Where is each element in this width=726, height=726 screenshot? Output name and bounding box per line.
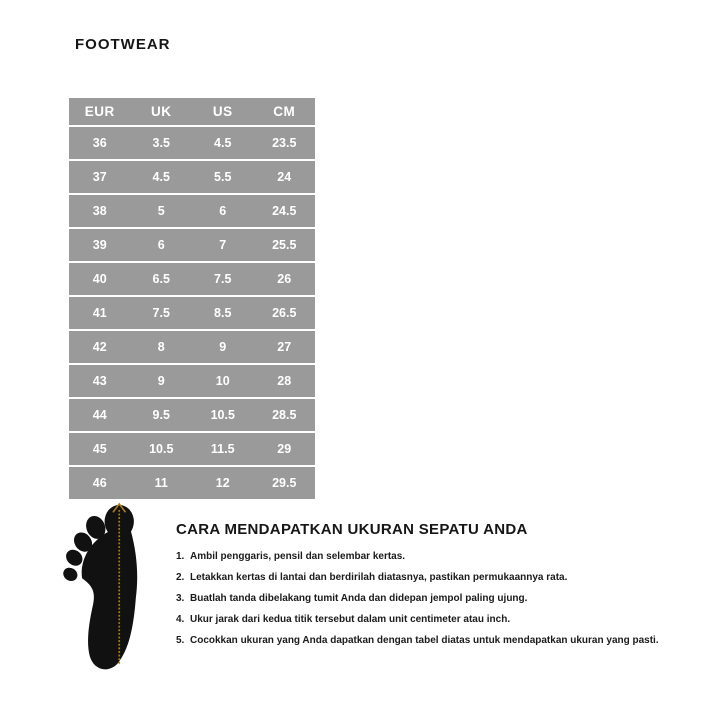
table-row xyxy=(69,229,315,261)
size-table xyxy=(69,98,315,501)
step-number: 1. xyxy=(176,551,185,562)
page-title: FOOTWEAR xyxy=(75,36,171,53)
table-cell: 28 xyxy=(277,374,292,388)
instruction-list xyxy=(176,552,716,646)
table-cell: 26 xyxy=(277,272,292,286)
column-header: US xyxy=(212,104,233,119)
table-cell: 6 xyxy=(157,238,165,252)
table-cell: 3.5 xyxy=(152,136,170,150)
step-number: 5. xyxy=(176,635,185,646)
table-cell: 6.5 xyxy=(152,272,170,286)
table-cell: 8 xyxy=(157,340,165,354)
table-cell: 10.5 xyxy=(149,442,174,456)
table-cell: 29.5 xyxy=(272,476,297,490)
table-cell: 10 xyxy=(215,374,230,388)
table-row xyxy=(69,161,315,193)
table-cell: 28.5 xyxy=(272,408,297,422)
step-number: 2. xyxy=(176,572,185,583)
column-header: UK xyxy=(151,104,172,119)
table-cell: 42 xyxy=(92,340,107,354)
table-cell: 5.5 xyxy=(214,170,232,184)
table-row xyxy=(69,331,315,363)
table-cell: 11.5 xyxy=(210,442,235,456)
column-header: CM xyxy=(273,104,296,119)
instruction-step xyxy=(176,552,716,562)
table-cell: 7.5 xyxy=(152,306,170,320)
table-cell: 7.5 xyxy=(214,272,232,286)
instruction-step xyxy=(176,594,716,604)
table-row xyxy=(69,297,315,329)
foot-silhouette-shape xyxy=(61,505,137,669)
table-cell: 11 xyxy=(154,476,168,490)
step-text: Buatlah tanda dibelakang tumit Anda dan didepan jempol paling ujung. xyxy=(190,593,528,604)
table-cell: 37 xyxy=(92,170,107,184)
step-text: Letakkan kertas di lantai dan berdirilah diatasnya, pastikan permukaannya rata. xyxy=(190,572,568,583)
table-row xyxy=(69,195,315,227)
table-cell: 24.5 xyxy=(272,204,297,218)
table-cell: 39 xyxy=(92,238,107,252)
table-cell: 43 xyxy=(92,374,107,388)
table-cell: 44 xyxy=(92,408,107,422)
table-cell: 12 xyxy=(215,476,230,490)
table-cell: 6 xyxy=(219,204,227,218)
table-row xyxy=(69,399,315,431)
step-number: 3. xyxy=(176,593,185,604)
table-row xyxy=(69,365,315,397)
table-row xyxy=(69,433,315,465)
table-cell: 40 xyxy=(92,272,107,286)
table-cell: 7 xyxy=(219,238,227,252)
step-number: 4. xyxy=(176,614,185,625)
table-cell: 36 xyxy=(92,136,107,150)
table-cell: 27 xyxy=(277,340,292,354)
instruction-step xyxy=(176,573,716,583)
foot-silhouette-icon xyxy=(58,502,156,678)
table-cell: 38 xyxy=(92,204,107,218)
instructions-section xyxy=(176,521,716,657)
table-cell: 26.5 xyxy=(272,306,297,320)
table-cell: 45 xyxy=(92,442,107,456)
table-cell: 9 xyxy=(219,340,227,354)
table-cell: 4.5 xyxy=(152,170,170,184)
table-cell: 4.5 xyxy=(214,136,232,150)
instruction-step xyxy=(176,636,716,646)
table-cell: 46 xyxy=(92,476,107,490)
table-cell: 9.5 xyxy=(152,408,170,422)
table-cell: 24 xyxy=(277,170,292,184)
step-text: Cocokkan ukuran yang Anda dapatkan dengan tabel diatas untuk mendapatkan ukuran yang pasti. xyxy=(190,635,659,646)
instruction-step xyxy=(176,615,716,625)
step-text: Ambil penggaris, pensil dan selembar kertas. xyxy=(190,551,406,562)
table-cell: 9 xyxy=(157,374,165,388)
table-cell: 29 xyxy=(277,442,292,456)
table-cell: 10.5 xyxy=(210,408,235,422)
table-cell: 23.5 xyxy=(272,136,297,150)
table-row xyxy=(69,127,315,159)
instructions-heading: CARA MENDAPATKAN UKURAN SEPATU ANDA xyxy=(176,521,528,538)
step-text: Ukur jarak dari kedua titik tersebut dalam unit centimeter atau inch. xyxy=(190,614,511,625)
column-header: EUR xyxy=(84,104,115,119)
size-table-header xyxy=(69,98,315,125)
table-cell: 5 xyxy=(157,204,165,218)
table-cell: 25.5 xyxy=(272,238,297,252)
table-cell: 8.5 xyxy=(214,306,232,320)
foot-measurement-illustration xyxy=(58,502,156,678)
size-table-body xyxy=(69,127,315,499)
table-cell: 41 xyxy=(92,306,107,320)
table-row xyxy=(69,263,315,295)
table-row xyxy=(69,467,315,499)
